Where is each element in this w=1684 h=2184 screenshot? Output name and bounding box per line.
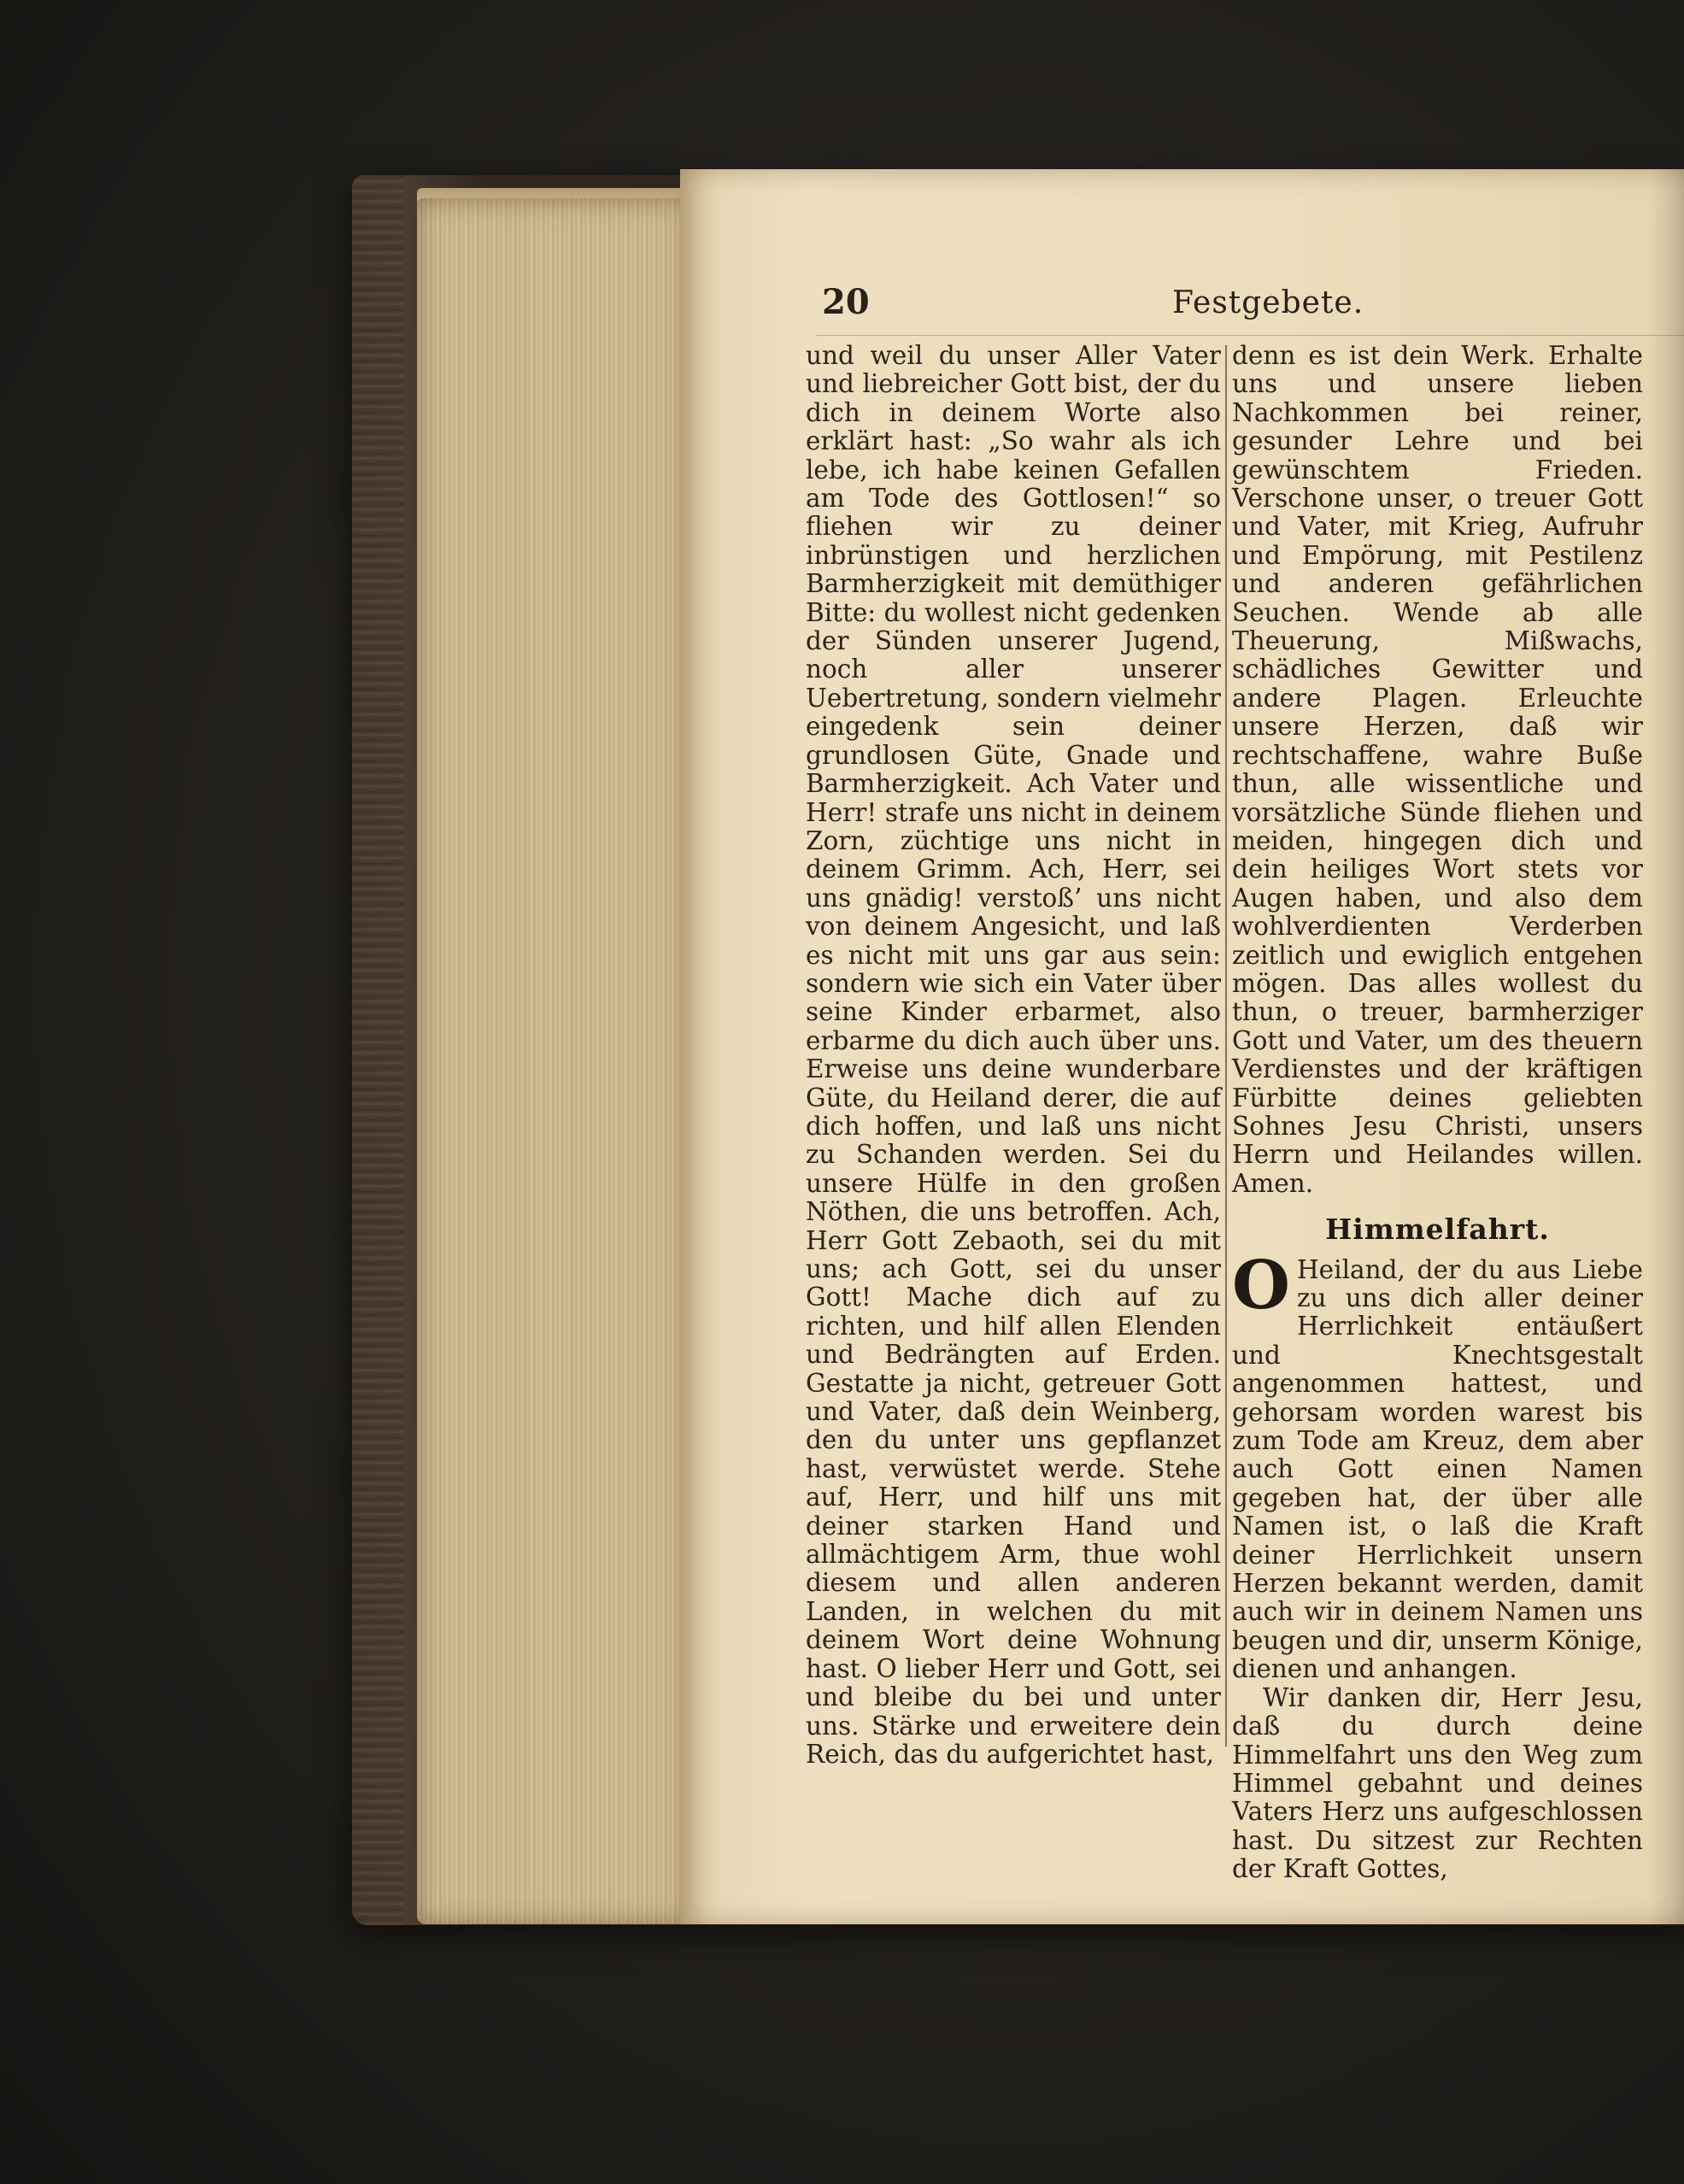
drop-cap: O xyxy=(1232,1246,1290,1324)
page-stack xyxy=(417,198,690,1924)
section-heading: Himmelfahrt. xyxy=(1325,1212,1550,1247)
header-rule xyxy=(816,335,1684,336)
left-column-text: und weil du unser Aller Vater und liebreicher Gott bist, der du dich in deinem Worte also erklärt hast: „So wahr als ich lebe, ich habe keinen Gefallen am Tode des Gottlosen!“ so fliehen wir zu deiner inbrünstigen und herzlichen Barmherzigkeit mit demüthiger Bitte: du wollest nicht gedenken der Sünden unserer Jugend, noch aller unserer Uebertretung, sondern vielmehr eingedenk sein deiner grundlosen Güte, Gnade und Barmherzigkeit. Ach Vater und Herr! strafe uns nicht in deinem Zorn, züchtige uns nicht in deinem Grimm. Ach, Herr, sei uns gnädig! verstoß’ uns nicht von deinem Angesicht, und laß es nicht mit uns gar aus sein: sondern wie sich ein Vater über seine Kinder erbarmet, also erbarme du dich auch über uns. Erweise uns deine wunderbare Güte, du Heiland derer, die auf dich hoffen, und laß uns nicht zu Schanden werden. Sei du unsere Hülfe in den großen Nöthen, die uns betroffen. Ach, Herr Gott Zebaoth, sei du mit uns; ach Gott, sei du unser Gott! Mache dich auf zu richten, und hilf allen Elenden und Bedrängten auf Erden. Gestatte ja nicht, getreuer Gott und Vater, daß dein Weinberg, den du unter uns gepflanzet hast, verwüstet werde. Stehe auf, Herr, und hilf uns mit deiner starken Hand und allmächtigem Arm, thue wohl diesem und allen anderen Landen, in welchen du mit deinem Wort deine Wohnung hast. O lieber Herr und Gott, sei und bleibe du bei und unter uns. Stärke und erweitere dein Reich, das du aufgerichtet hast, xyxy=(806,341,1221,1769)
section-paragraph-2: Wir danken dir, Herr Jesu, daß du durch deine Himmelfahrt uns den Weg zum Himmel gebahnt und deines Vaters Herz uns aufgeschlossen hast. Du sitzest zur Rechten der Kraft Gottes, xyxy=(1232,1682,1643,1884)
section-paragraph-1 xyxy=(1232,1246,1643,1684)
right-column-top-text: denn es ist dein Werk. Erhalte uns und unsere lieben Nachkommen bei reiner, gesunder Lehre und bei gewünschtem Frieden. Verschone unser, o treuer Gott und Vater, mit Krieg, Aufruhr und Empörung, mit Pestilenz und anderen gefährlichen Seuchen. Wende ab alle Theuerung, Mißwachs, schädliches Gewitter und andere Plagen. Erleuchte unsere Herzen, daß wir rechtschaffene, wahre Buße thun, alle wissentliche und vorsätzliche Sünde fliehen und meiden, hingegen dich und dein heiliges Wort stets vor Augen haben, und also dem wohlverdienten Verderben zeitlich und ewiglich entgehen mögen. Das alles wollest du thun, o treuer, barmherziger Gott und Vater, um des theuern Verdienstes und der kräftigen Fürbitte deines geliebten Sohnes Jesu Christi, unsers Herrn und Heilandes willen. Amen. xyxy=(1232,341,1643,1198)
page-number: 20 xyxy=(822,282,870,322)
column-divider xyxy=(1225,345,1227,1747)
page-edge-shadow xyxy=(1649,169,1684,1924)
right-column xyxy=(1232,342,1643,1884)
left-column xyxy=(806,342,1221,1769)
book-spine-edge xyxy=(352,175,403,1925)
section-paragraph-1-text: Heiland, der du aus Liebe zu uns dich aller deiner Herrlichkeit entäußert und Knechtsgestalt angenommen hattest, und gehorsam worden warest bis zum Tode am Kreuz, dem aber auch Gott einen Namen gegeben hat, der über alle Namen ist, o laß die Kraft deiner Herrlichkeit unsern Herzen bekannt werden, damit auch wir in deinem Namen uns beugen und dir, unserm Könige, dienen und anhangen. xyxy=(1232,1254,1643,1684)
running-head: Festgebete. xyxy=(1172,285,1364,320)
